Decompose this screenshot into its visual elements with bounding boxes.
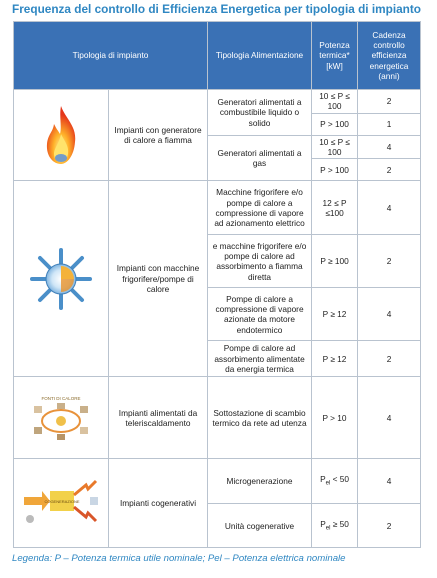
header-typology: Tipologia di impianto	[14, 22, 208, 90]
cadence-cell: 4	[358, 135, 421, 159]
power-cell: 12 ≤ P ≤100	[312, 181, 358, 235]
supply-cell: Pompe di calore a compressione di vapore azionate da motore endotermico	[208, 288, 312, 341]
supply-cell: Sottostazione di scambio termico da rete ad utenza	[208, 377, 312, 459]
power-subscript: el	[325, 481, 331, 488]
supply-cell: Generatori alimentati a combustibile liquido o solido	[208, 90, 312, 136]
cadence-cell: 4	[358, 288, 421, 341]
power-symbol: P	[320, 474, 326, 485]
supply-cell: e macchine frigorifere e/o pompe di calore ad assorbimento a fiamma diretta	[208, 235, 312, 288]
district-heating-icon	[14, 377, 109, 459]
power-value: ≥ 50	[330, 518, 349, 529]
cogeneration-icon	[14, 459, 109, 548]
supply-cell: Pompe di calore ad assorbimento alimentate da energia termica	[208, 341, 312, 377]
power-cell: P > 10	[312, 377, 358, 459]
snowflake-sun-icon	[14, 181, 109, 377]
power-cell: P ≥ 100	[312, 235, 358, 288]
table-row	[14, 90, 421, 114]
power-symbol: P	[320, 518, 326, 529]
district-heating-icon-label: FONTI DI CALORE	[41, 395, 81, 401]
supply-cell: Unità cogenerative	[208, 504, 312, 548]
flame-icon	[14, 90, 109, 181]
table-row	[14, 459, 421, 504]
supply-cell: Macchine frigorifere e/o pompe di calore a compressione di vapore ad azionamento elettrico	[208, 181, 312, 235]
header-supply: Tipologia Alimentazione	[208, 22, 312, 90]
cadence-cell: 4	[358, 377, 421, 459]
table-row	[14, 181, 421, 235]
cadence-cell: 2	[358, 90, 421, 114]
power-cell: P ≥ 12	[312, 288, 358, 341]
cadence-cell: 4	[358, 181, 421, 235]
cadence-cell: 2	[358, 341, 421, 377]
power-cell	[312, 504, 358, 548]
power-cell: 10 ≤ P ≤ 100	[312, 90, 358, 114]
header-power: Potenza termica* [kW]	[312, 22, 358, 90]
table-header-row	[14, 22, 421, 90]
cadence-cell: 4	[358, 459, 421, 504]
header-cadence: Cadenza controllo efficienza energetica (anni)	[358, 22, 421, 90]
group-label-cogeneration: Impianti cogenerativi	[109, 459, 208, 548]
table-row	[14, 377, 421, 459]
cadence-cell: 2	[358, 235, 421, 288]
power-cell: P > 100	[312, 113, 358, 135]
cadence-cell: 2	[358, 504, 421, 548]
power-value: < 50	[330, 474, 349, 485]
power-cell: P > 100	[312, 159, 358, 181]
page-title: Frequenza del controllo di Efficienza Energetica per tipologia di impianto	[12, 2, 422, 16]
power-cell: P ≥ 12	[312, 341, 358, 377]
efficiency-table	[13, 21, 421, 548]
power-cell: 10 ≤ P ≤ 100	[312, 135, 358, 159]
group-label-district-heating: Impianti alimentati da teleriscaldamento	[109, 377, 208, 459]
power-subscript: el	[325, 525, 331, 532]
supply-cell: Microgenerazione	[208, 459, 312, 504]
power-cell	[312, 459, 358, 504]
supply-cell: Generatori alimentati a gas	[208, 135, 312, 181]
cogeneration-icon-label: COGENERAZIONE	[44, 499, 80, 505]
group-label-flame: Impianti con generatore di calore a fiamma	[109, 90, 208, 181]
cadence-cell: 2	[358, 159, 421, 181]
cadence-cell: 1	[358, 113, 421, 135]
group-label-heat-pumps: Impianti con macchine frigorifere/pompe di calore	[109, 181, 208, 377]
legend: Legenda: P – Potenza termica utile nominale; Pel – Potenza elettrica nominale	[12, 553, 346, 564]
